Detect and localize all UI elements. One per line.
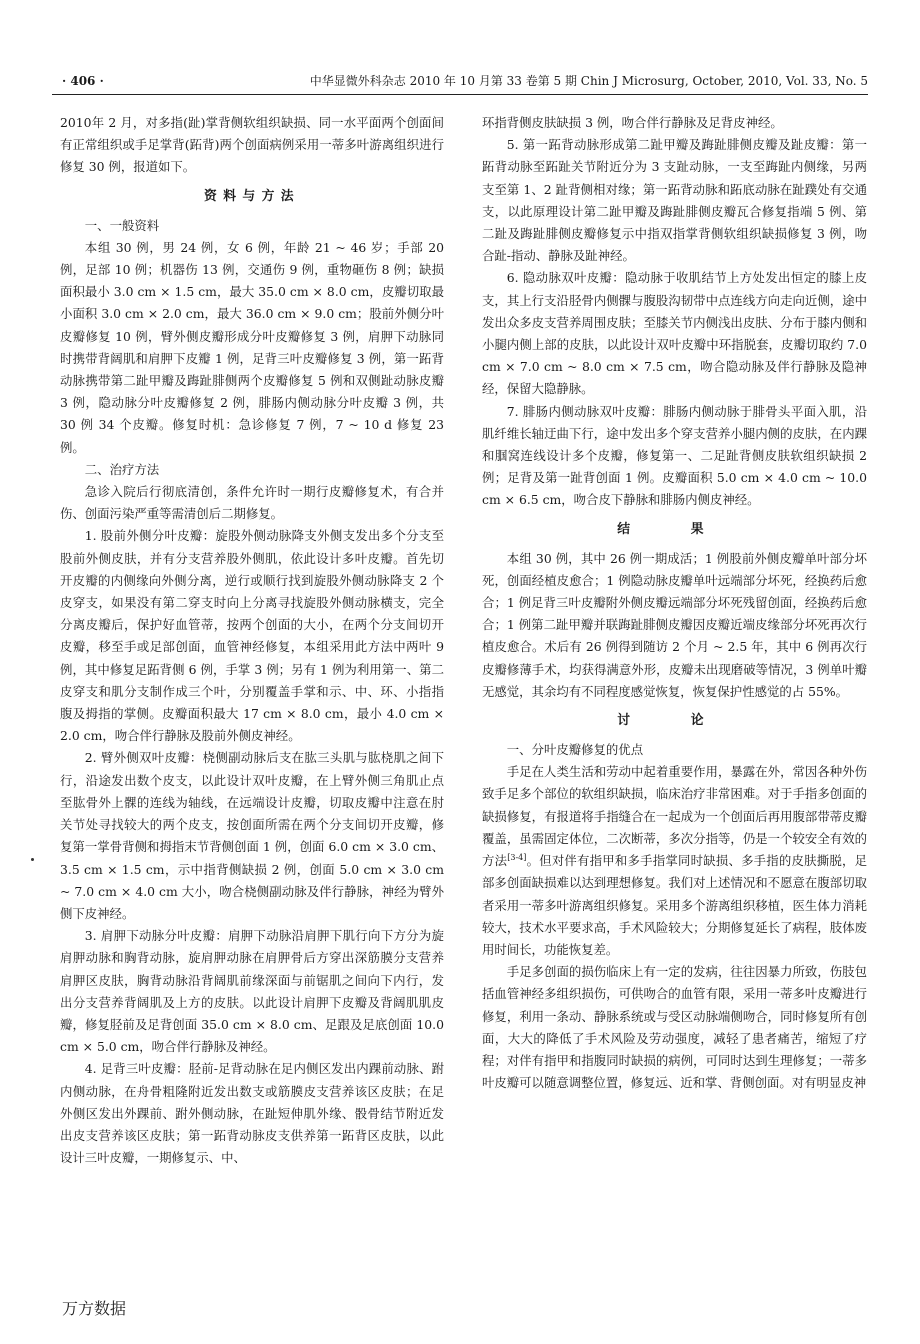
- left-column: [60, 112, 444, 1292]
- treatment-paragraph: 急诊入院后行彻底清创，条件允许时一期行皮瓣修复术，有合并伤、创面污染严重等需清创后二期修复。: [60, 484, 444, 522]
- journal-citation: 中华显微外科杂志 2010 年 10 月第 33 卷第 5 期 Chin J Microsurg, October, 2010, Vol. 33, No. 5: [309, 74, 868, 88]
- method-2-paragraph: 2. 臂外侧双叶皮瓣：桡侧副动脉后支在肱三头肌与肱桡肌之间下行，沿途发出数个皮支，以此设计双叶皮瓣，在上臂外侧三角肌止点至肱骨外上髁的连线为轴线，在远端设计皮瓣，切取皮瓣中注意在肘关节处寻找较大的两个皮支，按创面所需在两个分支间切开皮瓣，修复第一掌骨背侧和拇指末节背侧创面 1 例，创面 6.0 cm × 3.0 cm、3.5 cm × 1.5 cm，示中指背侧缺损 2 例，创面 5.0 cm × 3.0 cm ~ 7.0 cm × 4.0 cm 大小，吻合桡侧副动脉及伴行静脉，神经为臂外侧下皮神经。: [60, 750, 444, 921]
- general-data-paragraph: 本组 30 例，男 24 例，女 6 例，年龄 21 ~ 46 岁；手部 20 例，足部 10 例；机器伤 13 例，交通伤 9 例，重物砸伤 8 例；缺损面积最小 3.0 cm × 1.5 cm，最大 35.0 cm × 8.0 cm，皮瓣切取最小面积 3.0 cm × 2.0 cm，最大 36.0 cm × 9.0 cm；股前外侧分叶皮瓣修复 10 例，臂外侧皮瓣形成分叶皮瓣修复 3 例，肩胛下动脉同时携带背阔肌和肩胛下皮瓣 1 例，足背三叶皮瓣修复 3 例，第一跖背动脉携带第二趾甲瓣及踇趾腓侧两个皮瓣修复 5 例和双侧趾动脉皮瓣 3 例，隐动脉分叶皮瓣修复 2 例，腓肠内侧动脉分叶皮瓣 3 例，共 30 例 34 个皮瓣。修复时机：急诊修复 7 例，7 ~ 10 d 修复 23 例。: [60, 239, 444, 455]
- section-title-results: 结 果: [617, 521, 732, 537]
- section-title-discussion: 讨 论: [617, 713, 732, 729]
- method-5-paragraph: 5. 第一跖背动脉形成第二趾甲瓣及踇趾腓侧皮瓣及趾皮瓣：第一跖背动脉至跖趾关节附近分为 3 支趾动脉，一支至踇趾内侧缘，另两支至第 1、2 趾背侧相对缘；第一跖背动脉和跖底动脉在趾蹼处有交通支，以此原理设计第二趾甲瓣及踇趾腓侧皮瓣瓦合修复指端 5 例、第二趾及踇趾腓侧皮瓣修复示中指双指掌背侧软组织缺损修复 3 例，吻合趾-指动、静脉及趾神经。: [482, 137, 867, 264]
- discussion-paragraph-1: [482, 761, 867, 961]
- discussion-text-b: 。但对伴有指甲和多手指掌同时缺损、多手指的皮肤撕脱，足部多创面缺损难以达到理想修复。我们对上述情况和不愿意在腹部切取者采用一蒂多叶游离组织修复。采用多个游离组织移植，医生体力消耗较大，技术水平要求高，手术风险较大；分期修复延长了病程，肢体废用时间长，功能恢复差。: [482, 853, 867, 957]
- method-6-paragraph: 6. 隐动脉双叶皮瓣：隐动脉于收肌结节上方处发出恒定的膝上皮支，其上行支沿胫骨内侧髁与腹股沟韧带中点连线方向走向近侧，途中发出众多皮支营养周围皮肤；至膝关节内侧浅出皮肤、分布于膝内侧和小腿内侧上部的皮肤，以此设计双叶皮瓣中环指脱套，皮瓣切取约 7.0 cm × 7.0 cm ~ 8.0 cm × 7.5 cm，吻合隐动脉及伴行静脉及隐神经，保留大隐静脉。: [482, 270, 867, 397]
- discussion-paragraph-2: 手足多创面的损伤临床上有一定的发病，往往因暴力所致，伤肢包括血管神经多组织损伤，可供吻合的血管有限，采用一蒂多叶皮瓣进行修复，利用一条动、静脉系统或与受区动脉端侧吻合，同时修复所有创面，大大的降低了手术风险及劳动强度，减轻了患者痛苦，缩短了疗程；对伴有指甲和指腹同时缺损的病例，可同时达到生理修复；一蒂多叶皮瓣可以随意调整位置，修复远、近和掌、背侧创面。对有明显皮神: [482, 964, 867, 1091]
- method-4-paragraph: 4. 足背三叶皮瓣：胫前-足背动脉在足内侧区发出内踝前动脉、跗内侧动脉，在舟骨粗隆附近发出数支或筋膜皮支营养该区皮肤；在足外侧区发出外踝前、跗外侧动脉，在趾短伸肌外缘、骰骨结节附近发出皮支营养该区皮肤；第一跖背动脉皮支供养第一跖背区皮肤，以此设计三叶皮瓣，一期修复示、中、: [60, 1061, 444, 1166]
- watermark-wanfang: 万方数据: [62, 1299, 127, 1318]
- method-1-paragraph: 1. 股前外侧分叶皮瓣：旋股外侧动脉降支外侧支发出多个分支至股前外侧皮肤，并有分支营养股外侧肌，依此设计多叶皮瓣。首先切开皮瓣的内侧缘向外侧分离，逆行或顺行找到旋股外侧动脉降支 2 个皮穿支，如果没有第二穿支时向上分离寻找旋股外侧动脉横支，完全分离皮瓣后，保护好血管蒂，按两个创面的大小，在两个分支间切开皮瓣，移至手或足部创面，血管神经修复，本组采用此方法中两叶 9 例，其中修复足跖背侧 6 例，手掌 3 例；另有 1 例为利用第一、第二皮穿支和肌分支制作成三个叶，分别覆盖手掌和示、中、环、小指指腹及拇指的掌侧。皮瓣面积最大 17 cm × 8.0 cm，最小 4.0 cm × 2.0 cm，吻合伴行静脉及股前外侧皮神经。: [60, 528, 444, 744]
- page-number: · 406 ·: [62, 74, 104, 88]
- header-rule: [52, 94, 868, 95]
- margin-dot: [31, 858, 34, 861]
- subsection-treatment: 二、治疗方法: [84, 461, 160, 477]
- method-4-continued: 环指背侧皮肤缺损 3 例，吻合伴行静脉及足背皮神经。: [482, 115, 783, 130]
- subsection-general-data: 一、一般资料: [84, 217, 160, 233]
- right-column: [482, 112, 867, 1292]
- intro-paragraph: 2010年 2 月，对多指(趾)掌背侧软组织缺损、同一水平面两个创面间有正常组织或手足掌背(跖背)两个创面病例采用一蒂多叶游离组织进行修复 30 例，报道如下。: [60, 115, 444, 175]
- section-title-materials-methods: 资料与方法: [204, 188, 300, 204]
- results-paragraph: 本组 30 例，其中 26 例一期成活；1 例股前外侧皮瓣单叶部分坏死，创面经植皮愈合；1 例隐动脉皮瓣单叶远端部分坏死，经换药后愈合；1 例足背三叶皮瓣附外侧皮瓣远端部分坏死残留创面，经换药后愈合；1 例第二趾甲瓣并联踇趾腓侧皮瓣因皮瓣近端皮缘部分坏死再次行植皮愈合。术后有 26 例得到随访 2 个月 ~ 2.5 年，其中 6 例再次行皮瓣修薄手术，均获得满意外形，皮瓣未出现磨破等情况，3 例单叶瓣无感觉，其余均有不同程度感觉恢复，恢复保护性感觉的占 55%。: [482, 550, 867, 699]
- running-head: [52, 70, 868, 92]
- method-3-paragraph: 3. 肩胛下动脉分叶皮瓣：肩胛下动脉沿肩胛下肌行向下方分为旋肩胛动脉和胸背动脉，旋肩胛动脉在肩胛骨后方穿出深筋膜分支营养肩胛区皮肤，胸背动脉沿背阔肌前缘深面与前锯肌之间向下内行，发出分支营养背阔肌及上方的皮肤。以此设计肩胛下皮瓣及背阔肌肌皮瓣，修复胫前及足背创面 35.0 cm × 8.0 cm、足跟及足底创面 10.0 cm × 5.0 cm，吻合伴行静脉及神经。: [60, 928, 444, 1055]
- discussion-text-a: 手足在人类生活和劳动中起着重要作用，暴露在外，常因各种外伤致手足多个部位的软组织缺损，临床治疗非常困难。对于手指多创面的缺损修复，有报道将手指缝合在一起成为一个创面后再用腹部带蒂皮瓣覆盖，虽需固定体位，二次断蒂，多次分指等，仍是一个较安全有效的方法: [482, 764, 867, 869]
- method-7-paragraph: 7. 腓肠内侧动脉双叶皮瓣：腓肠内侧动脉于腓骨头平面入肌，沿肌纤维长轴迂曲下行，途中发出多个穿支营养小腿内侧的皮肤，在内踝和腘窝连线设计多个皮瓣，修复第一、二足趾背侧皮肤软组织缺损 2 例；足背及第一趾背创面 1 例。皮瓣面积 5.0 cm × 4.0 cm ~ 10.0 cm × 6.5 cm，吻合皮下静脉和腓肠内侧皮神经。: [482, 403, 867, 508]
- subsection-advantages: 一、分叶皮瓣修复的优点: [506, 742, 644, 758]
- citation-ref[interactable]: [3-4]: [507, 852, 527, 862]
